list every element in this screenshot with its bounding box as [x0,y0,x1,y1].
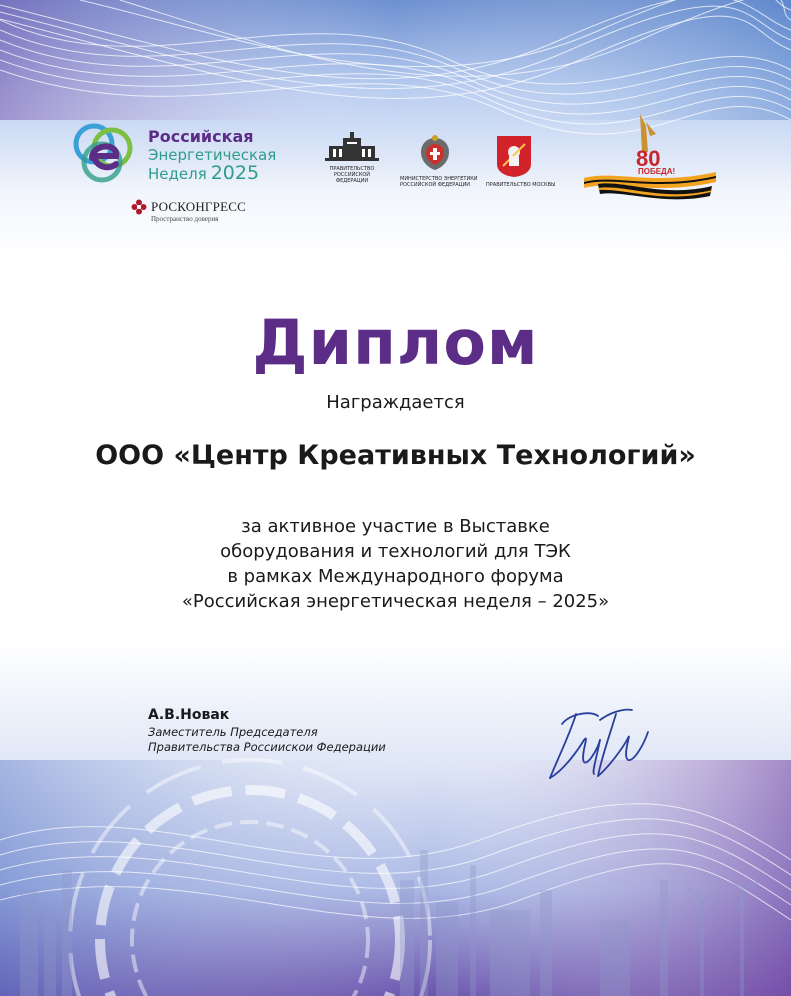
moscow-line-1: ПРАВИТЕЛЬСТВО МОСКВЫ [486,182,556,188]
government-line-2: РОССИЙСКОЙ [333,172,371,178]
victory-number: 80 [636,146,661,171]
victory-80-logo [584,112,716,204]
reason-line-3: в рамках Международного форума [227,566,564,587]
signer-name: А.В.Новак [148,707,230,723]
diploma-title: Диплом [252,306,539,379]
reason-line-2: оборудования и технологий для ТЭК [220,541,571,562]
award-reason [0,514,791,614]
rew-logo-year: 2025 [210,162,260,184]
rew-2025-logo [72,122,277,192]
ministry-line-1: МИНИСТЕРСТВО ЭНЕРГЕТИКИ [400,176,478,182]
rew-logo-line-1: Российская [148,127,254,146]
government-line-3: ФЕДЕРАЦИИ [335,178,369,184]
roscongress-logo [131,199,271,227]
ministry-energy-logo [400,134,478,196]
bottom-city-background [0,640,791,996]
ministry-line-2: РОССИЙСКОЙ ФЕДЕРАЦИИ [400,182,471,188]
roscongress-flower-icon [131,199,147,215]
signer-position [148,725,386,755]
government-line-1: ПРАВИТЕЛЬСТВО [329,166,375,172]
government-building-icon [323,132,381,162]
reason-line-4: «Российская энергетическая неделя – 2025» [181,591,610,612]
rew-logo-line-3 [148,164,298,183]
rew-logo-line-2: Энергетическая [148,146,277,164]
rew-logo-week: Неделя [148,165,207,183]
rew-e-emblem-icon [72,122,140,184]
government-rf-logo [322,132,382,196]
awarded-label: Награждается [326,392,465,413]
moscow-coat-of-arms-icon [495,134,533,178]
ministry-eagle-emblem-icon [415,134,455,172]
roscongress-tagline: Пространство доверия [151,215,219,223]
moscow-government-logo [486,134,556,196]
reason-line-1: за активное участие в Выставке [241,516,550,537]
signer-position-line-1: Заместитель Председателя [148,725,318,739]
recipient-name: ООО «Центр Креативных Технологий» [95,440,696,471]
handwritten-signature [540,700,660,786]
signer-position-line-2: Правительства Россиискои Федерации [148,740,386,754]
victory-word: ПОБЕДА! [638,167,676,176]
roscongress-name: РОСКОНГРЕСС [151,199,246,214]
